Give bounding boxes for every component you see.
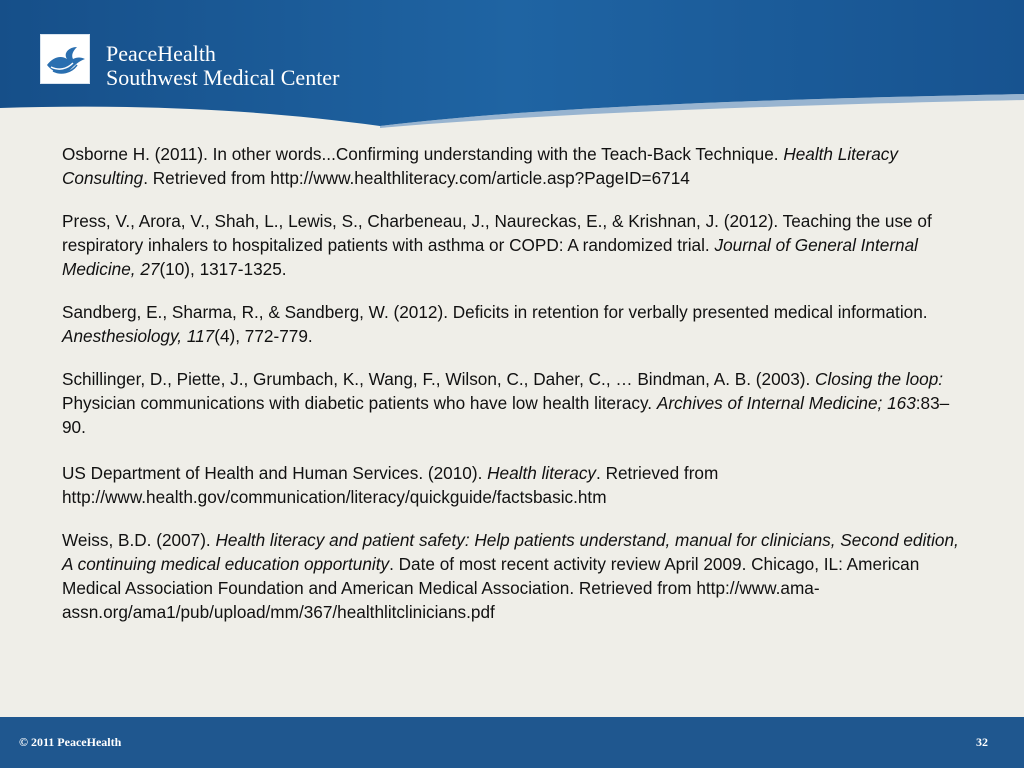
reference-text: US Department of Health and Human Services. (2010).	[62, 463, 488, 483]
reference-item	[62, 209, 962, 281]
reference-text: Physician communications with diabetic patients who have low health literacy.	[62, 393, 657, 413]
reference-italic: Journal of General Internal Medicine, 27	[62, 235, 918, 279]
reference-text: Osborne H. (2011). In other words...Confirming understanding with the Teach-Back Technique.	[62, 144, 784, 164]
dove-icon	[41, 35, 89, 83]
brand-name	[106, 42, 339, 90]
reference-italic: Anesthesiology, 117	[62, 326, 215, 346]
reference-text: . Retrieved from http://www.health.gov/communication/literacy/quickguide/factsbasic.htm	[62, 463, 719, 507]
reference-item	[62, 367, 962, 439]
reference-text: Sandberg, E., Sharma, R., & Sandberg, W. (2012). Deficits in retention for verbally presented medical information.	[62, 302, 928, 322]
reference-italic: Health literacy and patient safety: Help patients understand, manual for clinicians, Second edition, A continuing medical education opportunity	[62, 530, 959, 574]
copyright-text: © 2011 PeaceHealth	[19, 735, 122, 749]
reference-text: (4), 772-779.	[214, 326, 313, 346]
reference-text: Schillinger, D., Piette, J., Grumbach, K., Wang, F., Wilson, C., Daher, C., … Bindman, A. B. (2003).	[62, 369, 816, 389]
reference-item	[62, 142, 962, 190]
reference-text: (10), 1317-1325.	[159, 259, 287, 279]
page-number: 32	[976, 735, 988, 749]
footer-bar	[0, 717, 1024, 768]
reference-italic: Health literacy	[487, 463, 597, 483]
reference-italic: Health Literacy Consulting	[62, 144, 898, 188]
reference-text: :83–90.	[62, 393, 950, 437]
reference-item	[62, 461, 962, 509]
logo	[40, 34, 90, 84]
reference-italic: Closing the loop:	[815, 369, 944, 389]
reference-text: . Date of most recent activity review April 2009. Chicago, IL: American Medical Association Foundation and American Medical Association. Retrieved from http://www.ama-assn.org/ama1/pub/upload/mm/367/healthlitclinicians.pdf	[62, 554, 920, 622]
reference-text: Press, V., Arora, V., Shah, L., Lewis, S., Charbeneau, J., Naureckas, E., & Krishnan, J. (2012). Teaching the use of respiratory inhalers to hospitalized patients with asthma or COPD: A randomized trial.	[62, 211, 932, 255]
brand-line-2: Southwest Medical Center	[106, 65, 340, 90]
reference-text: . Retrieved from http://www.healthliteracy.com/article.asp?PageID=6714	[143, 168, 690, 188]
reference-italic: Archives of Internal Medicine; 163	[656, 393, 916, 413]
reference-item	[62, 528, 962, 624]
reference-list	[62, 142, 962, 643]
header-banner	[0, 0, 1024, 130]
brand-line-1: PeaceHealth	[106, 41, 216, 66]
reference-item	[62, 300, 962, 348]
reference-text: Weiss, B.D. (2007).	[62, 530, 216, 550]
